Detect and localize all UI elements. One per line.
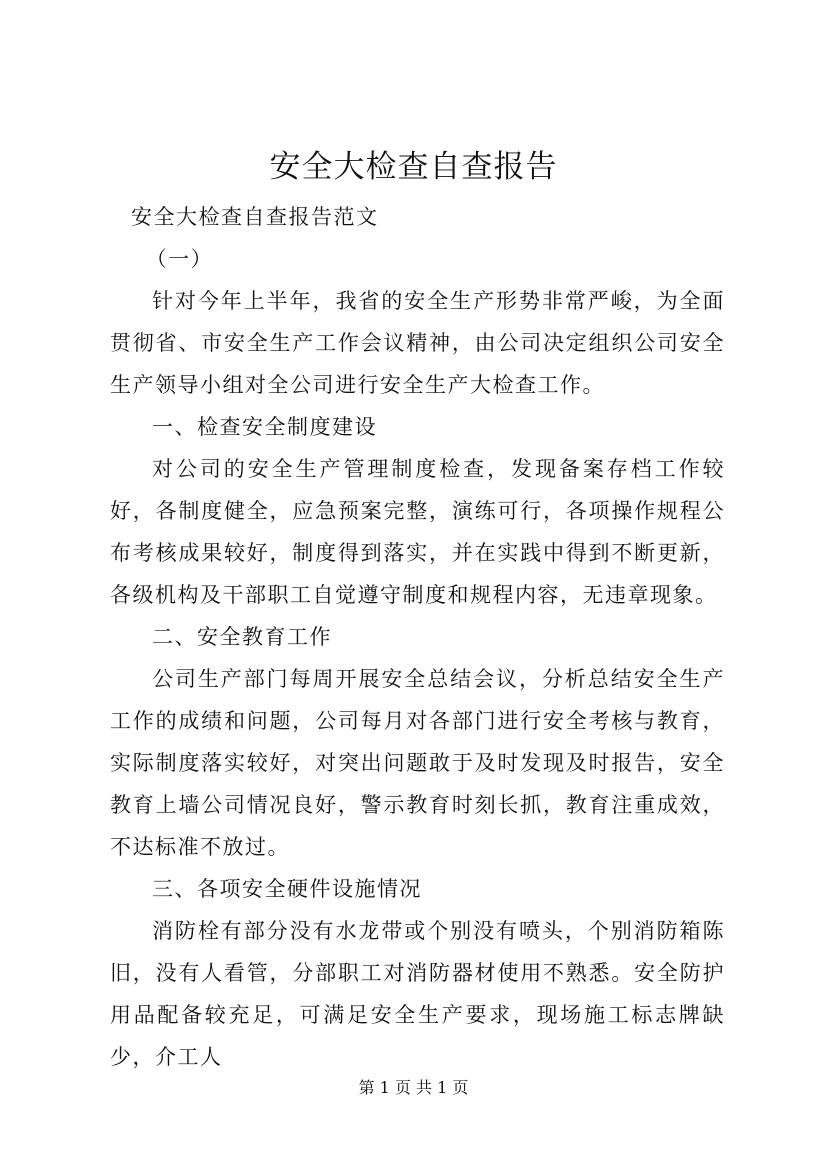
document-subtitle: 安全大检查自查报告范文 <box>131 205 379 229</box>
section-heading-2: 二、安全教育工作 <box>152 625 332 649</box>
page-number-footer: 第 1 页 共 1 页 <box>358 1078 469 1097</box>
paragraph-intro: 针对今年上半年，我省的安全生产形势非常严峻，为全面贯彻省、市安全生产工作会议精神，由公司决定组织公司安全生产领导小组对全公司进行安全生产大检查工作。 <box>110 289 725 397</box>
paragraph-safety-education: 公司生产部门每周开展安全总结会议，分析总结安全生产工作的成绩和问题，公司每月对各部门进行安全考核与教育，实际制度落实较好，对突出问题敢于及时发现及时报告，安全教育上墙公司情况良好，警示教育时刻长抓，教育注重成效，不达标准不放过。 <box>110 667 725 859</box>
document-body <box>110 196 725 1078</box>
paragraph-system-check: 对公司的安全生产管理制度检查，发现备案存档工作较好，各制度健全，应急预案完整，演练可行，各项操作规程公布考核成果较好，制度得到落实，并在实践中得到不断更新，各级机构及干部职工自觉遵守制度和规程内容，无违章现象。 <box>110 457 725 607</box>
section-marker: （一） <box>145 247 214 271</box>
section-heading-1: 一、检查安全制度建设 <box>152 415 377 439</box>
section-heading-3: 三、各项安全硬件设施情况 <box>152 877 422 901</box>
document-title: 安全大检查自查报告 <box>269 149 558 185</box>
paragraph-hardware: 消防栓有部分没有水龙带或个别没有喷头，个别消防箱陈旧，没有人看管，分部职工对消防器材使用不熟悉。安全防护用品配备较充足，可满足安全生产要求，现场施工标志牌缺少，介工人 <box>110 919 725 1069</box>
